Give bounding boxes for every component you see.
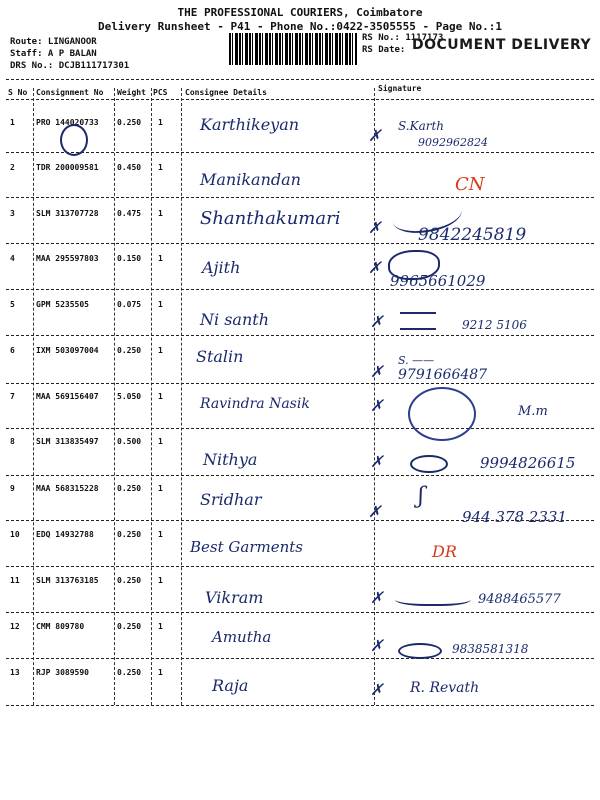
row-weight: 0.250 [117,622,142,631]
row-sno: 11 [10,576,20,585]
row-pcs: 1 [158,668,163,677]
row-weight: 0.250 [117,530,142,539]
row-sno: 9 [10,484,15,493]
row-consignment: EDQ 14932788 [36,530,94,539]
consignee-name: Vikram [205,588,264,607]
consignee-name: Ravindra Nasik [200,396,310,412]
rs-number: RS No.: 1117173 [362,33,444,43]
header-signature: Signature [378,84,422,93]
receiver-phone: 9994826615 [480,454,576,472]
row-sno: 7 [10,392,15,401]
staff-label: Staff: A P BALAN [10,49,97,59]
consignee-name: Manikandan [200,170,301,189]
receiver-phone: 9488465577 [478,592,561,607]
consignee-name: Ni santh [200,310,269,329]
signature-scribble [395,590,471,606]
consignee-name: Best Garments [190,538,303,556]
row-weight: 0.150 [117,254,142,263]
signature: S. —— [398,354,435,367]
header-pcs: PCS [153,88,168,97]
row-rule [6,289,594,290]
signature: M.m [518,404,548,419]
row-pcs: 1 [158,392,163,401]
row-pcs: 1 [158,118,163,127]
row-sno: 6 [10,346,15,355]
initials-mark [60,124,88,156]
row-weight: 0.500 [117,437,142,446]
tick-mark: ✗ [370,636,384,655]
status-mark: DR [432,542,457,561]
signature-scribble [410,455,448,473]
consignee-name: Karthikeyan [200,115,300,134]
row-rule [6,152,594,153]
tick-mark: ✗ [370,680,384,699]
row-sno: 12 [10,622,20,631]
status-mark: CN [455,174,485,195]
row-pcs: 1 [158,576,163,585]
receiver-phone: 9965661029 [390,272,486,290]
receiver-phone: 9838581318 [452,642,529,656]
row-rule [6,383,594,384]
row-weight: 0.250 [117,118,142,127]
header-top-rule [6,79,594,80]
row-weight: 0.250 [117,346,142,355]
row-weight: 0.075 [117,300,142,309]
signature: S.Karth [398,119,445,133]
row-rule [6,197,594,198]
consignee-name: Ajith [202,258,241,277]
row-pcs: 1 [158,163,163,172]
row-sno: 8 [10,437,15,446]
row-weight: 5.050 [117,392,142,401]
row-rule [6,566,594,567]
row-sno: 1 [10,118,15,127]
receiver-phone: 9092962824 [418,136,488,149]
row-pcs: 1 [158,622,163,631]
receiver-phone: 9212 5106 [462,318,527,332]
tick-mark: ✗ [368,258,382,277]
header-consignment: Consignment No [36,88,104,97]
consignee-name: Shanthakumari [200,208,341,229]
company-title: THE PROFESSIONAL COURIERS, Coimbatore [177,6,423,19]
row-pcs: 1 [158,346,163,355]
header-weight: Weight [117,88,146,97]
row-consignment: PRO 144020733 [36,118,99,127]
runsheet-subtitle: Delivery Runsheet - P41 - Phone No.:0422-3505555 - Page No.:1 [98,20,502,33]
row-consignment: IXM 503097004 [36,346,99,355]
consignee-name: Stalin [196,347,244,366]
tick-mark: ✗ [370,588,384,607]
row-consignment: SLM 313707728 [36,209,99,218]
row-weight: 0.250 [117,484,142,493]
tick-mark: ✗ [368,502,382,521]
row-pcs: 1 [158,209,163,218]
receiver-phone: 9791666487 [398,367,488,383]
row-consignment: SLM 313763185 [36,576,99,585]
row-sno: 10 [10,530,20,539]
route-label: Route: LINGANOOR [10,37,97,47]
header-bottom-rule [6,99,594,100]
tick-mark: ✗ [370,396,384,415]
tick-mark: ✗ [368,218,382,237]
row-consignment: GPM 5235505 [36,300,89,309]
document-delivery-stamp: DOCUMENT DELIVERY [412,37,592,53]
row-sno: 5 [10,300,15,309]
row-pcs: 1 [158,254,163,263]
row-weight: 0.250 [117,576,142,585]
tick-mark: ✗ [370,312,384,331]
signature: R. Revath [410,680,480,696]
row-sno: 2 [10,163,15,172]
tick-mark: ✗ [370,452,384,471]
row-rule [6,705,594,706]
row-pcs: 1 [158,437,163,446]
consignee-name: Raja [212,676,249,695]
row-consignment: MAA 568315228 [36,484,99,493]
consignee-name: Nithya [203,450,258,469]
signature: ʃ [418,484,424,509]
row-sno: 13 [10,668,20,677]
row-weight: 0.475 [117,209,142,218]
row-consignment: MAA 569156407 [36,392,99,401]
row-pcs: 1 [158,530,163,539]
signature-scribble [398,643,442,659]
tick-mark: ✗ [368,126,382,145]
drs-number: DRS No.: DCJB111717301 [10,61,130,71]
row-consignment: MAA 295597803 [36,254,99,263]
row-consignment: CMM 809780 [36,622,85,631]
row-pcs: 1 [158,484,163,493]
row-pcs: 1 [158,300,163,309]
row-weight: 0.250 [117,668,142,677]
row-rule [6,335,594,336]
consignee-name: Amutha [212,628,272,646]
row-rule [6,658,594,659]
row-consignment: RJP 3089590 [36,668,89,677]
row-rule [6,475,594,476]
row-rule [6,612,594,613]
receiver-phone: 944 378 2331 [462,508,567,526]
signature-scribble [400,312,436,330]
row-rule [6,428,594,429]
consignee-name: Sridhar [200,490,262,509]
receiver-phone: 9842245819 [418,225,527,245]
row-consignment: SLM 313835497 [36,437,99,446]
row-sno: 4 [10,254,15,263]
row-weight: 0.450 [117,163,142,172]
row-consignment: TDR 200009581 [36,163,99,172]
rs-date: RS Date: [362,45,406,55]
regional-centre-seal [408,387,476,441]
barcode [229,33,357,65]
row-sno: 3 [10,209,15,218]
tick-mark: ✗ [370,362,384,381]
header-consignee: Consignee Details [185,88,267,97]
header-sno: S No [8,88,28,97]
